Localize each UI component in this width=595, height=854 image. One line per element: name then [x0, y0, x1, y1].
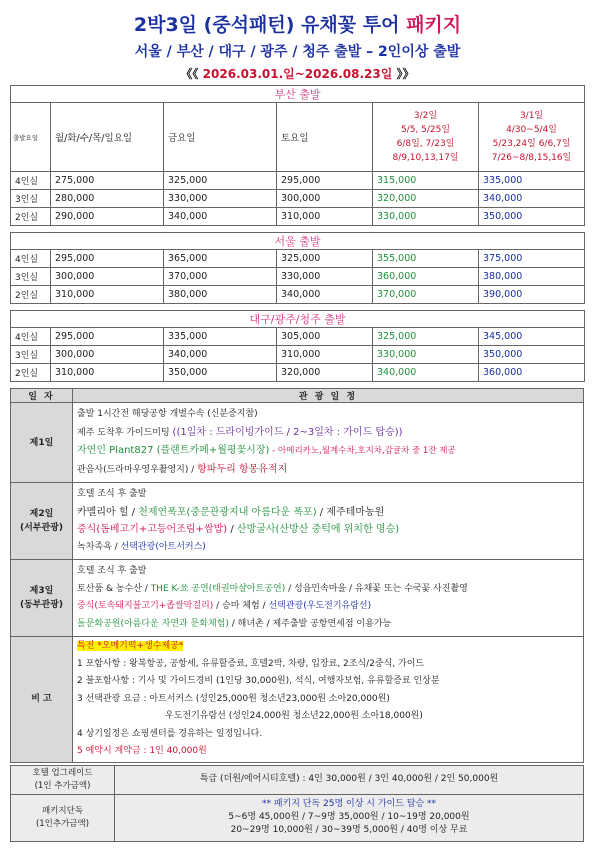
price-cell: 330,000	[164, 190, 277, 208]
section-name: 서울 출발	[11, 233, 585, 250]
price-cell: 320,000	[373, 190, 479, 208]
group-content	[115, 794, 584, 841]
day-label-sub: (서부관광)	[19, 523, 63, 533]
special-offer: 특전 *오메기떡+생수제공*	[77, 641, 184, 651]
upgrade-text: 특급 (더원/에어시티호텔) : 4인 30,000원 / 3인 40,000원 / 2인 50,000원	[115, 765, 584, 794]
schedule-highlight: 항파두리 항몽유적지	[197, 463, 288, 475]
section-head-busan	[11, 86, 585, 103]
table-row	[11, 364, 585, 382]
price-cell: 295,000	[277, 172, 373, 190]
itinerary-head-day: 일 자	[11, 389, 73, 403]
section-head-seoul	[11, 233, 585, 250]
price-cell: 330,000	[373, 208, 479, 226]
price-table-daegu	[10, 310, 585, 382]
schedule-line	[77, 521, 579, 539]
price-header-row	[11, 103, 585, 172]
schedule-highlight: 자연인 Plant827 (플랜트카페+월평꽃시장)	[77, 445, 270, 456]
optional-tour: 선택관광(아트서커스)	[120, 541, 206, 552]
price-cell: 295,000	[51, 250, 164, 268]
price-cell: 340,000	[277, 286, 373, 304]
price-cell: 300,000	[51, 346, 164, 364]
upgrade-label-main: 호텔 업그레이드	[32, 767, 93, 778]
notes-label: 비 고	[11, 637, 73, 763]
special-date: 5/23,24일 6/6,7일	[492, 139, 571, 149]
upgrade-label	[11, 765, 115, 794]
schedule-line	[77, 461, 579, 480]
price-cell: 340,000	[164, 346, 277, 364]
price-cell: 325,000	[373, 328, 479, 346]
price-cell: 350,000	[479, 346, 585, 364]
row-label: 4인실	[11, 250, 51, 268]
price-cell: 360,000	[373, 268, 479, 286]
table-row	[11, 208, 585, 226]
price-cell: 380,000	[479, 268, 585, 286]
row-label: 2인실	[11, 208, 51, 226]
schedule-line: 호텔 조식 후 출발	[77, 566, 147, 576]
notes-content	[73, 637, 584, 763]
price-cell: 350,000	[479, 208, 585, 226]
special-date: 3/2일	[413, 111, 438, 121]
schedule-line	[77, 598, 579, 616]
price-cell: 325,000	[164, 172, 277, 190]
table-row	[11, 346, 585, 364]
day-label	[11, 483, 73, 560]
group-label	[11, 794, 115, 841]
lunch-note: 중식(돔베고기+고등어조림+쌈밥)	[77, 524, 228, 535]
day-label-main: 제2일	[29, 509, 54, 519]
price-cell: 335,000	[479, 172, 585, 190]
notes-line: 3 선택관광 요금 : 아트서커스 (성인25,000원 청소년23,000원 소아20,000원)	[77, 693, 390, 704]
row-label: 2인실	[11, 364, 51, 382]
header-col-friday: 금요일	[164, 103, 277, 172]
price-table	[10, 85, 585, 226]
itinerary-notes	[11, 637, 584, 763]
table-row	[11, 190, 585, 208]
itinerary-day3	[11, 560, 584, 637]
price-cell: 345,000	[479, 328, 585, 346]
price-cell: 300,000	[51, 268, 164, 286]
schedule-text: 카멜리아 힐 /	[77, 506, 136, 518]
lunch-note: 중식(토속돼지불고기+좁쌀막걸리)	[77, 601, 214, 611]
price-cell: 390,000	[479, 286, 585, 304]
guide-note: ((1일차 : 드라이빙가이드 / 2~3일차 : 가이드 탑승))	[172, 426, 403, 438]
schedule-highlight: 천제연폭포(중문관광지내 아름다운 폭포)	[138, 506, 317, 518]
schedule-note: - 아메리카노,월계수차,호지차,감귤차 중 1잔 제공	[272, 446, 456, 456]
notes-line: 4 상기일정은 쇼핑센터를 경유하는 일정입니다.	[77, 728, 263, 739]
schedule-text: 관음사(드라마우영우촬영지) /	[77, 464, 195, 475]
schedule-line: 출발 1시간전 해당공항 개별수속 (신분증지참)	[77, 409, 258, 419]
title-part3: 패키지	[406, 14, 462, 36]
section-name: 대구/광주/청주 출발	[11, 311, 585, 328]
day-label: 제1일	[11, 403, 73, 483]
price-cell: 290,000	[51, 208, 164, 226]
notes-line: 1 포함사항 : 왕복항공, 공항세, 유류할증료, 호텔2박, 차량, 입장료, 2조식/2중식, 가이드	[77, 658, 425, 669]
section-head-daegu	[11, 311, 585, 328]
itinerary-head	[11, 389, 584, 403]
schedule-line	[77, 581, 579, 599]
price-table-seoul	[10, 232, 585, 304]
table-row	[11, 268, 585, 286]
day-content	[73, 403, 584, 483]
row-label: 3인실	[11, 346, 51, 364]
group-label-main: 패키지단독	[41, 805, 84, 816]
schedule-line	[77, 539, 579, 557]
price-cell: 320,000	[277, 364, 373, 382]
special-date: 6/8일, 7/23일	[396, 139, 455, 149]
row-label: 3인실	[11, 268, 51, 286]
day-label-sub: (동부관광)	[19, 600, 63, 610]
price-cell: 365,000	[164, 250, 277, 268]
price-cell: 325,000	[277, 250, 373, 268]
header-col-weekday: 월/화/수/목/일요일	[51, 103, 164, 172]
notes-line: 2 불포함사항 : 기사 및 가이드경비 (1인당 30,000원), 석식, 여행자보험, 유류할증료 인상분	[77, 676, 440, 686]
notes-line: 5 예약시 계약금 : 1인 40,000원	[77, 746, 207, 756]
day-content	[73, 483, 584, 560]
date-range	[0, 66, 595, 82]
day-label	[11, 560, 73, 637]
day-content	[73, 560, 584, 637]
price-cell: 350,000	[164, 364, 277, 382]
price-cell: 310,000	[277, 346, 373, 364]
row-label: 4인실	[11, 328, 51, 346]
schedule-text: /	[230, 524, 234, 535]
price-cell: 305,000	[277, 328, 373, 346]
table-row	[11, 328, 585, 346]
itinerary-day1	[11, 403, 584, 483]
upgrade-label-sub: (1인 추가금액)	[34, 780, 91, 791]
header-label: 출발요일	[11, 103, 51, 172]
row-label: 4인실	[11, 172, 51, 190]
schedule-text: / 승마 체험 /	[216, 601, 266, 611]
hotel-upgrade-row	[11, 765, 584, 794]
schedule-line	[77, 504, 579, 522]
group-label-sub: (1인추가금액)	[35, 818, 90, 829]
notes-line	[77, 638, 579, 656]
price-cell: 315,000	[373, 172, 479, 190]
price-cell: 300,000	[277, 190, 373, 208]
special-date: 8/9,10,13,17일	[392, 153, 459, 163]
price-cell: 370,000	[164, 268, 277, 286]
price-cell: 355,000	[373, 250, 479, 268]
schedule-highlight: 돌문화공원(아름다운 자연과 문화체험)	[77, 618, 229, 629]
schedule-highlight: THE K-쑈 공연(태권마샬아트공연)	[150, 583, 286, 594]
price-cell: 310,000	[277, 208, 373, 226]
price-cell: 280,000	[51, 190, 164, 208]
price-cell: 340,000	[373, 364, 479, 382]
price-cell: 275,000	[51, 172, 164, 190]
schedule-text: 녹차족욕 /	[77, 541, 118, 552]
date-range-left: 《《	[180, 67, 199, 81]
header-special1	[373, 103, 479, 172]
price-cell: 375,000	[479, 250, 585, 268]
schedule-text: 제주 도착후 가이드미팅	[77, 427, 170, 438]
itinerary-table	[10, 388, 584, 763]
price-cell: 360,000	[479, 364, 585, 382]
schedule-line	[77, 616, 579, 634]
schedule-text: / 제주테마농원	[319, 506, 385, 518]
group-price-line: 20~29명 10,000원 / 30~39명 5,000원 / 40명 이상 무료	[230, 825, 468, 835]
page-subtitle: 서울 / 부산 / 대구 / 광주 / 청주 출발 – 2인이상 출발	[134, 44, 461, 60]
schedule-line: 호텔 조식 후 출발	[77, 489, 147, 499]
title-part1: 2박3일 (중석패턴)	[133, 14, 295, 36]
group-note: ** 패키지 단독 25명 이상 시 가이드 탑승 **	[261, 799, 437, 809]
price-cell: 330,000	[373, 346, 479, 364]
table-row	[11, 250, 585, 268]
row-label: 2인실	[11, 286, 51, 304]
special-date: 7/26~8/8,15,16일	[491, 153, 572, 163]
table-row	[11, 172, 585, 190]
schedule-line	[77, 424, 579, 443]
schedule-text: 토산품 & 농수산 /	[77, 583, 148, 594]
price-cell: 370,000	[373, 286, 479, 304]
header-special2	[479, 103, 585, 172]
price-cell: 335,000	[164, 328, 277, 346]
optional-tour: 선택관광(우도전기유람선)	[268, 601, 372, 611]
header-col-saturday: 토요일	[277, 103, 373, 172]
row-label: 3인실	[11, 190, 51, 208]
special-date: 4/30~5/4일	[506, 125, 557, 135]
special-date: 3/1일	[519, 111, 544, 121]
schedule-text: / 성읍민속마을 / 유채꽃 또는 수국꽃 사진촬영	[288, 583, 468, 594]
date-range-right: 》》	[396, 67, 415, 81]
section-name: 부산 출발	[11, 86, 585, 103]
schedule-line	[77, 442, 579, 461]
price-cell: 330,000	[277, 268, 373, 286]
notes-line: 우도전기유람선 (성인24,000원 청소년22,000원 소아18,000원)	[165, 711, 423, 721]
price-cell: 340,000	[479, 190, 585, 208]
group-package-row	[11, 794, 584, 841]
schedule-highlight: 산방굴사(산방산 중턱에 위치한 명승)	[236, 524, 400, 535]
group-price-line: 5~6명 45,000원 / 7~9명 35,000원 / 10~19명 20,000원	[228, 812, 470, 822]
price-cell: 310,000	[51, 364, 164, 382]
price-cell: 340,000	[164, 208, 277, 226]
price-cell: 310,000	[51, 286, 164, 304]
schedule-text: / 해녀촌 / 제주출발 공항면세점 이용가능	[231, 618, 392, 629]
day-label-main: 제3일	[29, 586, 54, 596]
special-date: 5/5, 5/25일	[400, 125, 451, 135]
price-cell: 295,000	[51, 328, 164, 346]
itinerary-head-content: 관 광 일 정	[73, 389, 584, 403]
footer-table	[10, 765, 584, 842]
title-part2: 유채꽃 투어	[301, 14, 400, 36]
itinerary-day2	[11, 483, 584, 560]
page-title	[0, 13, 595, 37]
date-range-value: 2026.03.01.일~2026.08.23일	[202, 67, 393, 81]
table-row	[11, 286, 585, 304]
price-cell: 380,000	[164, 286, 277, 304]
